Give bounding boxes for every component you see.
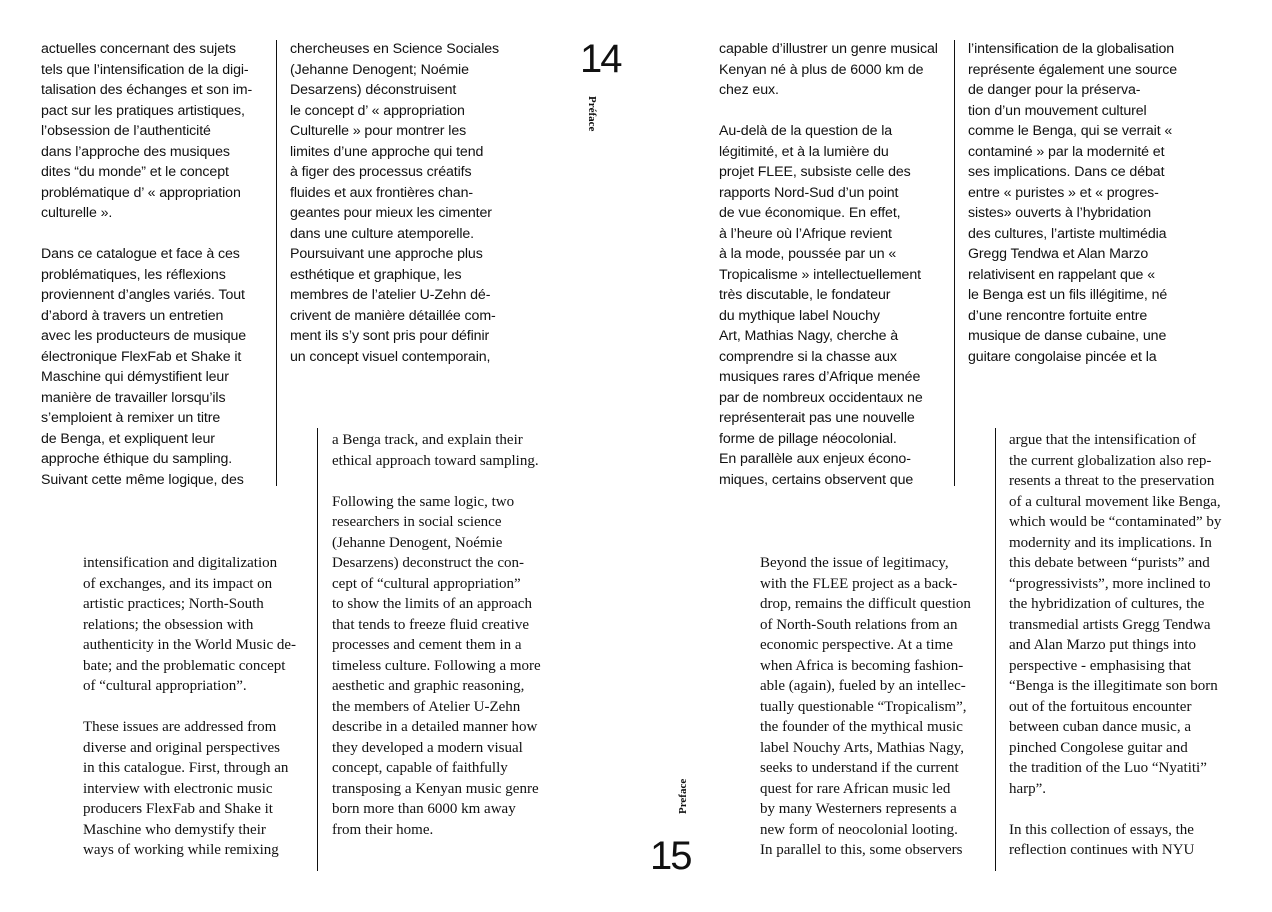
- text-line: rapports Nord-Sud d’un point: [719, 184, 899, 201]
- text-line: bate; and the problematic concept: [83, 657, 286, 674]
- text-line: le concept d’ « appropriation: [290, 102, 465, 119]
- text-line: the founder of the mythical music: [760, 719, 963, 735]
- text-line: problématique d’ « appropriation: [41, 184, 241, 201]
- section-label-right: Preface: [677, 778, 689, 814]
- text-line: Desarzens) deconstruct the con-: [332, 555, 524, 571]
- text-line: limites d’une approche qui tend: [290, 143, 484, 160]
- text-line: s’emploient à remixer un titre: [41, 410, 221, 426]
- text-line: comprendre si la chasse aux: [719, 348, 897, 365]
- text-line: drop, remains the difficult question: [760, 596, 971, 612]
- text-line: to show the limits of an approach: [332, 596, 532, 612]
- column-rule: [995, 428, 996, 871]
- text-line: avec les producteurs de musique: [41, 328, 247, 344]
- text-line: tion d’un mouvement culturel: [968, 102, 1147, 119]
- text-line: sistes» ouverts à l’hybridation: [968, 205, 1152, 221]
- text-line: électronique FlexFab et Shake it: [41, 348, 242, 365]
- text-line: à la mode, poussée par un «: [719, 246, 897, 262]
- text-line: which would be “contaminated” by: [1009, 514, 1222, 530]
- text-line: seeks to understand if the current: [760, 760, 959, 776]
- text-line: in this catalogue. First, through an: [83, 760, 289, 776]
- text-line: Poursuivant une approche plus: [290, 246, 483, 262]
- text-line: forme de pillage néocolonial.: [719, 430, 897, 447]
- text-line: Gregg Tendwa et Alan Marzo: [968, 246, 1149, 262]
- text-line: problématiques, les réflexions: [41, 266, 226, 283]
- text-line: Suivant cette même logique, des: [41, 471, 244, 488]
- text-line: argue that the intensification of: [1009, 432, 1197, 448]
- text-line: artistic practices; North-South: [83, 596, 264, 612]
- text-line: l’intensification de la globalisation: [968, 41, 1175, 57]
- text-line: label Nouchy Arts, Mathias Nagy,: [760, 739, 964, 756]
- text-line: economic perspective. At a time: [760, 637, 953, 653]
- text-line: par de nombreux occidentaux ne: [719, 389, 923, 406]
- text-line: of “cultural appropriation”.: [83, 678, 247, 694]
- text-line: this debate between “purists” and: [1009, 555, 1210, 571]
- text-line: fluides et aux frontières chan-: [290, 184, 474, 201]
- text-line: du mythique label Nouchy: [719, 307, 880, 324]
- text-line: l’obsession de l’authenticité: [41, 123, 211, 139]
- text-line: transposing a Kenyan music genre: [332, 780, 539, 797]
- text-line: tels que l’intensification de la digi-: [41, 61, 249, 78]
- text-line: Tropicalisme » intellectuellement: [719, 266, 921, 283]
- text-line: ment ils s’y sont pris pour définir: [290, 328, 490, 344]
- text-line: (Jehanne Denogent, Noémie: [332, 534, 503, 551]
- column-rule: [317, 428, 318, 871]
- text-line: between cuban dance music, a: [1009, 719, 1191, 735]
- english-column-4: [1009, 430, 1221, 861]
- text-line: the tradition of the Luo “Nyatiti”: [1009, 760, 1207, 776]
- text-line: un concept visuel contemporain,: [290, 348, 491, 365]
- text-line: entre « puristes » et « progres-: [968, 184, 1159, 201]
- text-line: that tends to freeze fluid creative: [332, 616, 529, 633]
- french-column-3: [719, 39, 938, 490]
- text-line: ways of working while remixing: [83, 842, 279, 858]
- text-line: aesthetic and graphic reasoning,: [332, 678, 525, 694]
- text-line: légitimité, et à la lumière du: [719, 143, 889, 160]
- text-line: le Benga est un fils illégitime, né: [968, 287, 1168, 303]
- text-line: relativisent en rappelant que «: [968, 266, 1155, 283]
- text-line: researchers in social science: [332, 514, 502, 530]
- text-line: from their home.: [332, 821, 434, 838]
- text-line: musiques rares d’Afrique menée: [719, 369, 921, 385]
- text-line: pinched Congolese guitar and: [1009, 739, 1188, 756]
- text-line: Desarzens) déconstruisent: [290, 82, 457, 98]
- text-line: approche éthique du sampling.: [41, 451, 233, 467]
- french-column-1: [41, 39, 252, 490]
- text-line: d’abord à travers un entretien: [41, 307, 224, 324]
- text-line: These issues are addressed from: [83, 719, 277, 735]
- text-line: pact sur les pratiques artistiques,: [41, 102, 245, 119]
- text-line: chez eux.: [719, 82, 779, 98]
- french-column-2: [290, 39, 499, 367]
- paragraph-break: [41, 224, 252, 245]
- text-line: when Africa is becoming fashion-: [760, 657, 964, 674]
- text-line: (Jehanne Denogent; Noémie: [290, 61, 469, 78]
- text-line: timeless culture. Following a more: [332, 657, 541, 674]
- text-line: très discutable, le fondateur: [719, 287, 891, 303]
- french-column-4: [968, 39, 1177, 367]
- text-line: tually questionable “Tropicalism”,: [760, 698, 967, 715]
- text-line: de vue économique. En effet,: [719, 205, 901, 221]
- text-line: crivent de manière détaillée com-: [290, 307, 496, 324]
- text-line: transmedial artists Gregg Tendwa: [1009, 616, 1211, 633]
- paragraph-break: [332, 471, 541, 492]
- text-line: describe in a detailed manner how: [332, 719, 538, 735]
- text-line: In this collection of essays, the: [1009, 821, 1194, 838]
- text-line: Beyond the issue of legitimacy,: [760, 555, 949, 571]
- text-line: resents a threat to the preservation: [1009, 473, 1215, 489]
- text-line: actuelles concernant des sujets: [41, 41, 236, 57]
- column-rule: [954, 40, 955, 486]
- text-line: In parallel to this, some observers: [760, 842, 963, 858]
- text-line: dites “du monde” et le concept: [41, 164, 229, 180]
- text-line: interview with electronic music: [83, 780, 273, 797]
- text-line: new form of neocolonial looting.: [760, 821, 958, 838]
- text-line: intensification and digitalization: [83, 555, 278, 571]
- text-line: quest for rare African music led: [760, 780, 951, 797]
- text-line: représenterait pas une nouvelle: [719, 410, 915, 426]
- text-line: of exchanges, and its impact on: [83, 575, 273, 592]
- text-line: contaminé » par la modernité et: [968, 143, 1165, 160]
- text-line: à figer des processus créatifs: [290, 164, 472, 180]
- text-line: born more than 6000 km away: [332, 801, 516, 817]
- text-line: with the FLEE project as a back-: [760, 575, 958, 592]
- text-line: “Benga is the illegitimate son born: [1009, 678, 1218, 694]
- text-line: Au-delà de la question de la: [719, 123, 893, 139]
- text-line: the current globalization also rep-: [1009, 452, 1212, 469]
- text-line: manière de travailler lorsqu’ils: [41, 389, 226, 406]
- english-column-2: [332, 430, 541, 840]
- section-label-left: Préface: [586, 96, 598, 132]
- text-line: des cultures, l’artiste multimédia: [968, 225, 1167, 242]
- page-number-left: 14: [580, 37, 621, 81]
- text-line: musique de danse cubaine, une: [968, 328, 1167, 344]
- text-line: Maschine who demystify their: [83, 821, 266, 838]
- text-line: ethical approach toward sampling.: [332, 452, 539, 469]
- text-line: ses implications. Dans ce débat: [968, 164, 1165, 180]
- text-line: reflection continues with NYU: [1009, 842, 1195, 858]
- text-line: the hybridization of cultures, the: [1009, 596, 1205, 612]
- english-column-3: [760, 553, 971, 861]
- text-line: de danger pour la préserva-: [968, 82, 1141, 98]
- text-line: talisation des échanges et son im-: [41, 82, 253, 98]
- english-column-1: [83, 553, 296, 861]
- text-line: représente également une source: [968, 61, 1178, 78]
- text-line: guitare congolaise pincée et la: [968, 348, 1157, 365]
- text-line: projet FLEE, subsiste celle des: [719, 164, 911, 180]
- text-line: processes and cement them in a: [332, 637, 522, 653]
- text-line: out of the fortuitous encounter: [1009, 698, 1192, 715]
- text-line: perspective - emphasising that: [1009, 657, 1192, 674]
- text-line: Kenyan né à plus de 6000 km de: [719, 61, 924, 78]
- text-line: “progressivists”, more inclined to: [1009, 575, 1211, 592]
- text-line: and Alan Marzo put things into: [1009, 637, 1197, 653]
- paragraph-break: [719, 101, 938, 122]
- text-line: by many Westerners represents a: [760, 801, 957, 817]
- text-line: d’une rencontre fortuite entre: [968, 307, 1148, 324]
- text-line: harp”.: [1009, 780, 1047, 797]
- text-line: cept of “cultural appropriation”: [332, 575, 521, 592]
- text-line: culturelle ».: [41, 205, 113, 221]
- text-line: Following the same logic, two: [332, 493, 515, 510]
- column-rule: [276, 40, 277, 486]
- text-line: miques, certains observent que: [719, 471, 914, 488]
- text-line: producers FlexFab and Shake it: [83, 801, 273, 817]
- text-line: Art, Mathias Nagy, cherche à: [719, 328, 899, 344]
- text-line: modernity and its implications. In: [1009, 534, 1212, 551]
- text-line: proviennent d’angles variés. Tout: [41, 287, 245, 303]
- text-line: Dans ce catalogue et face à ces: [41, 246, 240, 262]
- page-number-right: 15: [650, 834, 691, 878]
- text-line: the members of Atelier U-Zehn: [332, 698, 521, 715]
- text-line: chercheuses en Science Sociales: [290, 41, 500, 57]
- text-line: esthétique et graphique, les: [290, 266, 462, 283]
- text-line: Maschine qui démystifient leur: [41, 369, 229, 385]
- text-line: dans l’approche des musiques: [41, 143, 230, 160]
- text-line: relations; the obsession with: [83, 616, 254, 633]
- text-line: En parallèle aux enjeux écono-: [719, 451, 911, 467]
- text-line: à l’heure où l’Afrique revient: [719, 225, 892, 242]
- text-line: of a cultural movement like Benga,: [1009, 493, 1221, 510]
- text-line: authenticity in the World Music de-: [83, 637, 297, 653]
- text-line: able (again), fueled by an intellec-: [760, 678, 966, 694]
- paragraph-break: [83, 697, 296, 718]
- text-line: geantes pour mieux les cimenter: [290, 205, 492, 221]
- text-line: capable d’illustrer un genre musical: [719, 41, 938, 57]
- text-line: dans une culture atemporelle.: [290, 225, 475, 242]
- text-line: de Benga, et expliquent leur: [41, 430, 215, 447]
- paragraph-break: [1009, 799, 1221, 820]
- text-line: comme le Benga, qui se verrait «: [968, 123, 1173, 139]
- text-line: Culturelle » pour montrer les: [290, 123, 467, 139]
- text-line: concept, capable of faithfully: [332, 760, 508, 776]
- text-line: of North-South relations from an: [760, 616, 958, 633]
- text-line: membres de l’atelier U-Zehn dé-: [290, 287, 491, 303]
- text-line: they developed a modern visual: [332, 739, 523, 756]
- text-line: a Benga track, and explain their: [332, 432, 523, 448]
- text-line: diverse and original perspectives: [83, 739, 281, 756]
